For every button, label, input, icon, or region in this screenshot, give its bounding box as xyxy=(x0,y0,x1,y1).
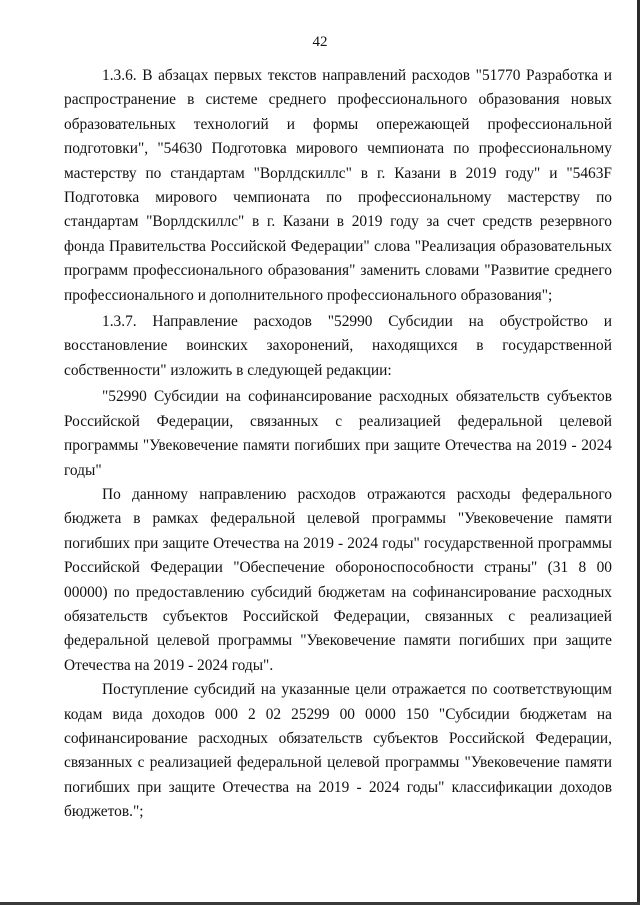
paragraph-1-3-7: 1.3.7. Направление расходов "52990 Субсидии на обустройство и восстановление воинских захоронений, находящихся в государственной собственности" изложить в следующей редакции: xyxy=(64,313,612,379)
page-number: 42 xyxy=(312,34,328,50)
paragraph-expenses-description: По данному направлению расходов отражаются расходы федерального бюджета в рамках федеральной целевой программы "Увековечение памяти погибших при защите Отечества на 2019 - 2024 годы" государственной программы Российской Федерации "Обеспечение обороноспособности страны" (31 8 00 00000) по предоставлению субсидий бюджетам на софинансирование расходных обязательств субъектов Российской Федерации, связанных с реализацией федеральной целевой программы "Увековечение памяти погибших при защите Отечества на 2019 - 2024 годы". xyxy=(64,485,612,674)
paragraph-52990-title: "52990 Субсидии на софинансирование расходных обязательств субъектов Российской Федерации, связанных с реализацией федеральной целевой программы "Увековечение памяти погибших при защите Отечества на 2019 - 2024 годы" xyxy=(64,388,612,479)
paragraph-income-codes: Поступление субсидий на указанные цели отражается по соответствующим кодам вида доходов 000 2 02 25299 00 0000 150 "Субсидии бюджетам на софинансирование расходных обязательств субъектов Российской Федерации, связанных с реализацией федеральной целевой программы "Увековечение памяти погибших при защите Отечества на 2019 - 2024 годы" классификации доходов бюджетов."; xyxy=(64,681,612,821)
paragraph-1-3-6: 1.3.6. В абзацах первых текстов направлений расходов "51770 Разработка и распространение в системе среднего профессионального образования новых образовательных технологий и формы опережающей профессиональной подготовки", "54630 Подготовка мирового чемпионата по профессиональному мастерству по стандартам "Ворлдскиллс" в г. Казани в 2019 году" и "5463F Подготовка мирового чемпионата по профессиональному мастерству по стандартам "Ворлдскиллс" в г. Казани в 2019 году за счет средств резервного фонда Правительства Российской Федерации" слова "Реализация образовательных программ профессионального образования" заменить словами "Развитие среднего профессионального и дополнительного профессионального образования"; xyxy=(64,67,612,304)
document-body xyxy=(64,64,612,825)
